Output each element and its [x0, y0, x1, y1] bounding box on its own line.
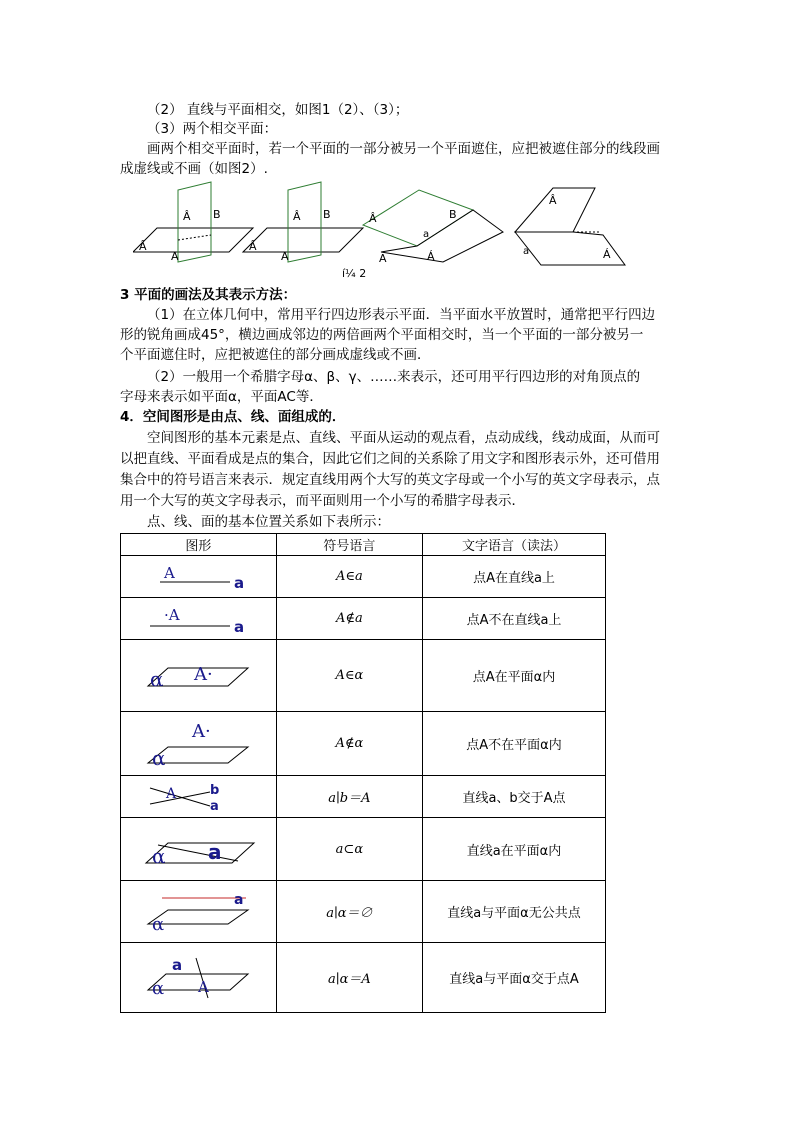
para-section-4-a: 空间图形的基本元素是点、直线、平面从运动的观点看，点动成线，线动成面，从而可	[147, 430, 660, 446]
row-symbol: A∉a	[276, 598, 422, 640]
label-alpha-3: Â	[369, 212, 377, 225]
fig2-panel-4	[515, 188, 625, 265]
svg-text:b: b	[210, 782, 220, 798]
table-row	[121, 640, 606, 712]
para-section-3-1a: （1）在立体几何中，常用平行四边形表示平面．当平面水平放置时，通常把平行四边	[147, 307, 656, 323]
heading-section-4: 4．空间图形是由点、线、面组成的．	[120, 409, 346, 425]
row-text: 直线a在平面α内	[423, 818, 606, 881]
row-symbol: A∈a	[276, 556, 422, 598]
header-figure: 图形	[121, 534, 277, 556]
label-B-2: B	[323, 208, 331, 221]
para-section-3-1b: 形的锐角画成45°，横边画成邻边的两倍画两个平面相交时，当一个平面的一部分被另一	[120, 327, 644, 343]
row-figure	[121, 640, 277, 712]
para-section-3-1c: 个平面遮住时，应把被遮住的部分画成虚线或不画．	[120, 347, 431, 363]
label-A-2: A	[281, 250, 289, 263]
row-figure	[121, 881, 277, 943]
row-symbol: a⊂α	[276, 818, 422, 881]
svg-text:a: a	[234, 573, 245, 592]
label-beta-2: Â	[249, 240, 257, 253]
label-B: B	[213, 208, 221, 221]
para-section-3-2a: （2）一般用一个希腊字母α、β、γ、……来表示，还可用平行四边形的对角顶点的	[147, 369, 641, 385]
svg-text:α: α	[152, 745, 166, 769]
svg-text:a: a	[234, 617, 245, 634]
label-B-3: B	[449, 208, 457, 221]
row-figure	[121, 776, 277, 818]
table-row	[121, 598, 606, 640]
label-beta: Â	[139, 240, 147, 253]
row-text: 点A不在平面α内	[423, 712, 606, 776]
row-symbol: A∉α	[276, 712, 422, 776]
para-section-4-c: 集合中的符号语言来表示．规定直线用两个大写的英文字母或一个小写的英文字母表示，点	[120, 472, 660, 488]
svg-text:a: a	[172, 955, 183, 974]
label-alpha: Â	[183, 210, 191, 223]
svg-text:α: α	[152, 913, 165, 934]
svg-text:a: a	[208, 840, 222, 864]
header-symbol: 符号语言	[276, 534, 422, 556]
row-text: 直线a与平面α交于点A	[423, 943, 606, 1013]
row-figure	[121, 598, 277, 640]
para-section-3-2b: 字母来表示如平面α，平面AC等．	[120, 389, 323, 405]
row-symbol: A∈α	[276, 640, 422, 712]
row-text: 直线a与平面α无公共点	[423, 881, 606, 943]
svg-text:·A: ·A	[164, 605, 180, 624]
table-row	[121, 712, 606, 776]
para-two-planes: （3）两个相交平面：	[147, 121, 278, 137]
row-figure	[121, 712, 277, 776]
label-A-3: A	[379, 252, 387, 265]
fig2-panel-3	[363, 190, 503, 265]
svg-text:A·: A·	[192, 720, 212, 742]
label-A: A	[171, 250, 179, 263]
svg-text:A: A	[164, 563, 176, 582]
table-row	[121, 556, 606, 598]
row-text: 点A不在直线a上	[423, 598, 606, 640]
svg-text:α: α	[152, 844, 166, 868]
para-intersect-line-plane: （2） 直线与平面相交，如图1（2）、（3）；	[147, 102, 409, 118]
row-text: 点A在平面α内	[423, 640, 606, 712]
svg-text:a: a	[234, 891, 244, 908]
figure-2-drawing	[133, 180, 633, 270]
table-row	[121, 818, 606, 881]
figure-2	[133, 180, 633, 274]
fig2-panel-2	[243, 182, 363, 263]
row-text: 直线a、b交于A点	[423, 776, 606, 818]
para-draw-planes-2: 成虚线或不画（如图2）.	[120, 161, 268, 177]
row-symbol: a∣α＝A	[276, 943, 422, 1013]
label-alpha-2: Â	[293, 210, 301, 223]
label-alpha2-4: Á	[603, 248, 611, 261]
svg-text:A: A	[198, 977, 210, 996]
header-text: 文字语言（读法）	[423, 534, 606, 556]
para-draw-planes-1: 画两个相交平面时，若一个平面的一部分被另一个平面遮住，应把被遮住部分的线段画	[147, 141, 660, 157]
row-symbol: a∣α＝∅	[276, 881, 422, 943]
svg-text:α: α	[152, 977, 165, 999]
fig2-panel-1	[133, 182, 253, 263]
row-figure	[121, 943, 277, 1013]
row-figure	[121, 818, 277, 881]
label-a-3: a	[423, 229, 430, 240]
svg-text:a: a	[210, 798, 220, 814]
svg-text:α: α	[150, 666, 164, 691]
relation-table	[120, 533, 606, 1013]
svg-text:A: A	[166, 785, 177, 802]
heading-section-3: 3 平面的画法及其表示方法：	[120, 287, 297, 303]
label-alpha-4: Â	[549, 194, 557, 207]
para-section-4-d: 用一个大写的英文字母表示，而平面则用一个小写的希腊字母表示．	[120, 493, 525, 509]
table-row	[121, 943, 606, 1013]
table-row	[121, 776, 606, 818]
label-a-4: a	[523, 246, 530, 257]
row-text: 点A在直线a上	[423, 556, 606, 598]
table-header-row	[121, 534, 606, 556]
table-row	[121, 881, 606, 943]
label-alpha2-3: Á	[427, 250, 435, 263]
svg-text:A·: A·	[194, 663, 214, 685]
figure-2-caption: í¼ 2	[342, 267, 367, 280]
row-figure	[121, 556, 277, 598]
para-section-4-b: 以把直线、平面看成是点的集合，因此它们之间的关系除了用文字和图形表示外，还可借用	[120, 451, 660, 467]
para-table-intro: 点、线、面的基本位置关系如下表所示：	[147, 514, 390, 530]
row-symbol: a∣b＝A	[276, 776, 422, 818]
